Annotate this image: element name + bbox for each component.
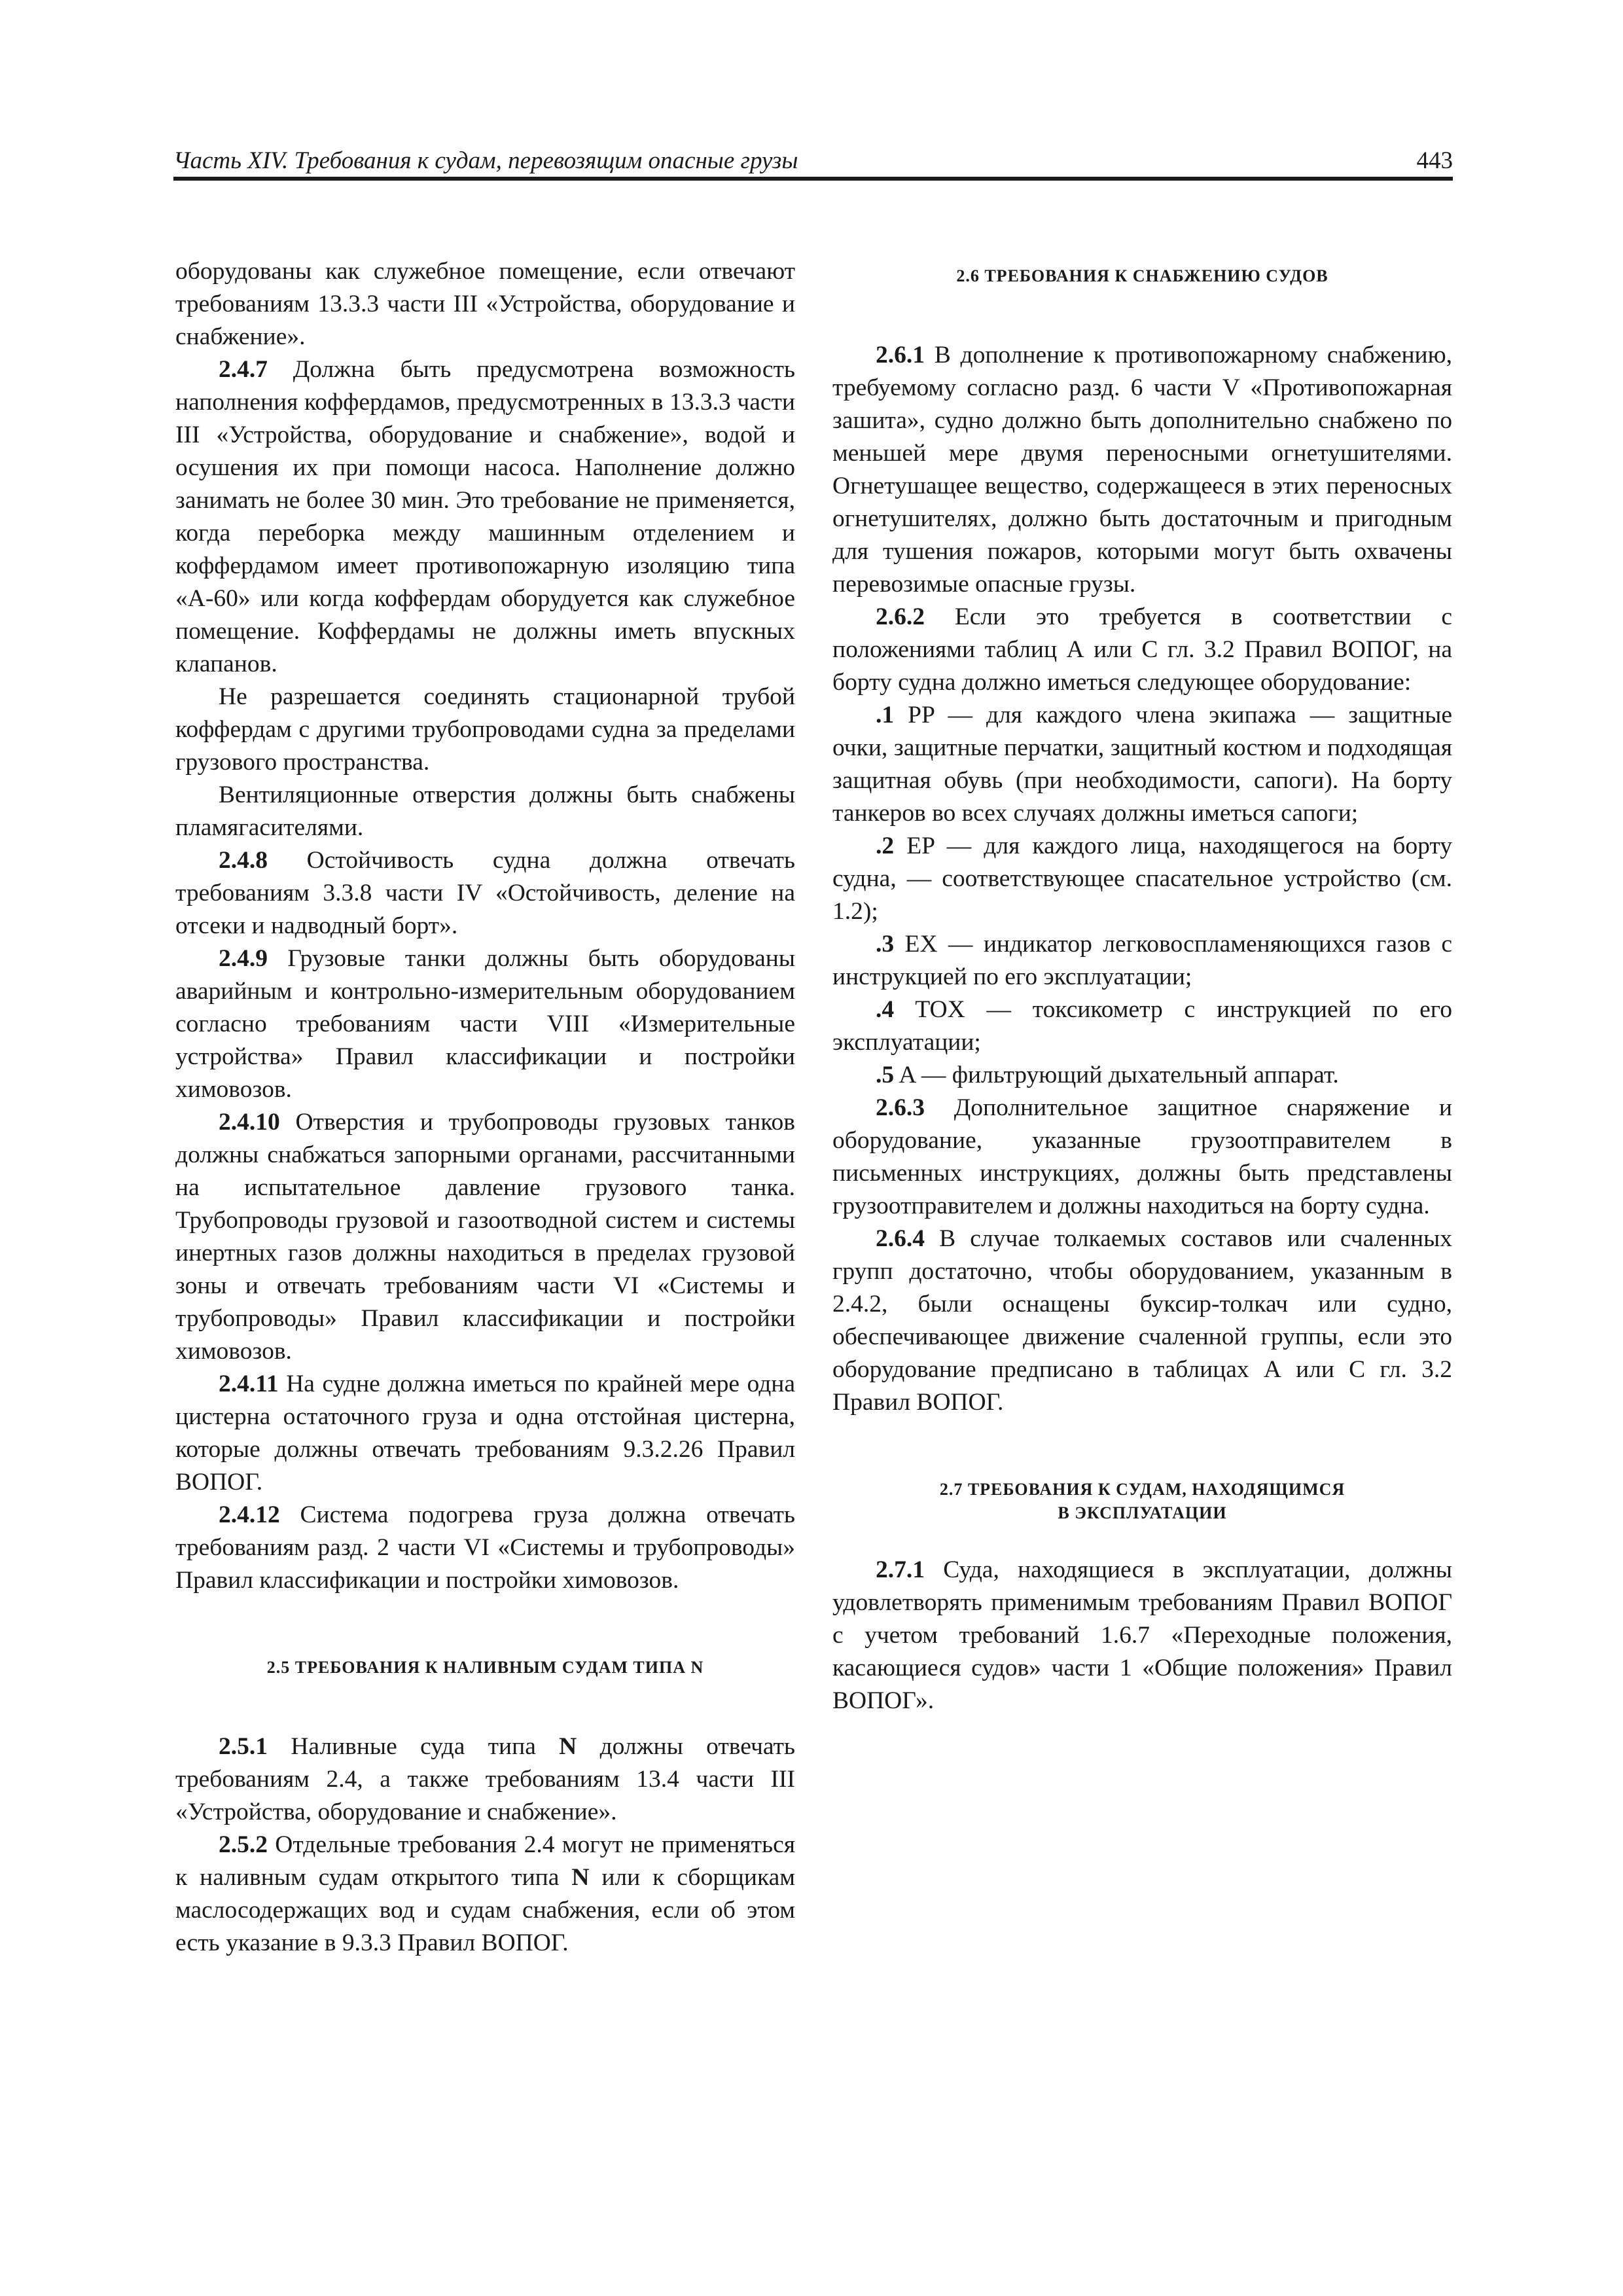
clause-number: 2.5.2 — [219, 1831, 268, 1858]
paragraph-2-4-7 — [175, 353, 795, 681]
paragraph-2-6-2 — [832, 601, 1452, 699]
header-rule — [173, 177, 1453, 181]
running-header-title: Часть XIV. Требования к судам, перевозящим опасные грузы — [173, 147, 798, 174]
paragraph-2-5-1 — [175, 1731, 795, 1829]
clause-number: 2.4.7 — [219, 356, 268, 383]
section-heading-2-7-line-2: В ЭКСПЛУАТАЦИИ — [1058, 1503, 1227, 1522]
item-number: .2 — [876, 833, 895, 859]
item-text: EX — индикатор легковоспламеняющихся газов с инструкцией по его эксплуатации; — [832, 931, 1452, 990]
left-column — [175, 255, 795, 1960]
clause-text: Отверстия и трубопроводы грузовых танков должны снабжаться запорными органами, рассчитанными на испытательное давление грузового танка. Трубопроводы грузовой и газоотводной систем и системы инертных газов должны находиться в пределах грузовой зоны и отвечать требованиям части VI «Системы и трубопроводы» Правил классификации и постройки химовозов. — [175, 1109, 795, 1365]
clause-text: Система подогрева груза должна отвечать требованиям разд. 2 части VI «Системы и трубопроводы» Правил классификации и постройки химовозов. — [175, 1501, 795, 1594]
clause-number: 2.6.4 — [876, 1225, 925, 1252]
type-letter: N — [559, 1733, 577, 1760]
clause-text: должны отвечать требованиям 2.4, а также требованиям 13.4 части III «Устройства, оборудование и снабжение». — [175, 1733, 795, 1825]
section-heading-2-5: 2.5 ТРЕБОВАНИЯ К НАЛИВНЫМ СУДАМ ТИПА N — [266, 1658, 704, 1677]
item-text: EP — для каждого лица, находящегося на борту судна, — соответствующее спасательное устройство (см. 1.2); — [832, 833, 1452, 925]
paragraph-2-4-8 — [175, 844, 795, 942]
clause-text: Должна быть предусмотрена возможность наполнения коффердамов, предусмотренных в 13.3.3 части III «Устройства, оборудование и снабжение», водой и осушения их при помощи насоса. Наполнение должно занимать не более 30 мин. Это требование не применяется, когда переборка между машинным отделением и коффердамом имеет противопожарную изоляцию типа «А-60» или когда коффердам оборудуется как служебное помещение. Коффердамы не должны иметь впускных клапанов. — [175, 356, 795, 677]
section-heading-2-6: 2.6 ТРЕБОВАНИЯ К СНАБЖЕНИЮ СУДОВ — [956, 266, 1329, 285]
clause-text: Грузовые танки должны быть оборудованы аварийным и контрольно-измерительным оборудованием согласно требованиям части VIII «Измерительные устройства» Правил классификации и постройки химовозов. — [175, 945, 795, 1103]
item-number: .1 — [876, 702, 895, 728]
type-letter: N — [571, 1864, 590, 1891]
clause-number: 2.4.11 — [219, 1371, 279, 1397]
clause-number: 2.4.10 — [219, 1109, 280, 1136]
item-text: A — фильтрующий дыхательный аппарат. — [894, 1062, 1339, 1088]
paragraph-continuation: оборудованы как служебное помещение, если отвечают требованиям 13.3.3 части III «Устройства, оборудование и снабжение». — [175, 258, 795, 350]
item-number: .5 — [876, 1062, 895, 1088]
clause-text: Остойчивость судна должна отвечать требованиям 3.3.8 части IV «Остойчивость, деление на отсеки и надводный борт». — [175, 847, 795, 939]
clause-number: 2.4.8 — [219, 847, 268, 874]
right-column — [832, 255, 1452, 1717]
paragraph-2-5-2 — [175, 1829, 795, 1960]
list-item-1 — [832, 699, 1452, 830]
clause-text: Дополнительное защитное снаряжение и оборудование, указанные грузоотправителем в письменных инструкциях, должны быть представлены грузоотправителем и должны находиться на борту судна. — [832, 1094, 1452, 1219]
paragraph-2-4-12 — [175, 1499, 795, 1597]
running-header — [173, 140, 1453, 179]
list-item-2 — [832, 830, 1452, 928]
paragraph-2-7-1 — [832, 1554, 1452, 1717]
paragraph-2-6-3 — [832, 1092, 1452, 1223]
clause-text: Наливные суда типа — [268, 1733, 560, 1760]
clause-text: В дополнение к противопожарному снабжению, требуемому согласно разд. 6 части V «Противопожарная зашита», судно должно быть дополнительно снабжено по меньшей мере двумя переносными огнетушителями. Огнетушащее вещество, содержащееся в этих переносных огнетушителях, должно быть достаточным и пригодным для тушения пожаров, которыми могут быть охвачены перевозимые опасные грузы. — [832, 342, 1452, 598]
spacer — [175, 1679, 795, 1731]
item-number: .3 — [876, 931, 895, 958]
spacer — [175, 1597, 795, 1656]
paragraph-2-6-1 — [832, 339, 1452, 601]
clause-text: или к сборщикам маслосодержащих вод и судам снабжения, если об этом есть указание в 9.3.3 Правил ВОПОГ. — [175, 1864, 795, 1956]
clause-number: 2.4.9 — [219, 945, 268, 972]
paragraph-2-4-10 — [175, 1106, 795, 1368]
spacer — [832, 1419, 1452, 1478]
paragraph-2-6-4 — [832, 1223, 1452, 1419]
spacer — [832, 255, 1452, 264]
clause-text: Суда, находящиеся в эксплуатации, должны удовлетворять применимым требованиям Правил ВОПОГ с учетом требований 1.6.7 «Переходные положения, касающиеся судов» части 1 «Общие положения» Правил ВОПОГ». — [832, 1556, 1452, 1714]
clause-text: В случае толкаемых составов или счаленных групп достаточно, чтобы оборудованием, указанным в 2.4.2, были оснащены буксир-толкач или судно, обеспечивающее движение счаленной группы, если это оборудование предписано в таблицах А или С гл. 3.2 Правил ВОПОГ. — [832, 1225, 1452, 1416]
list-item-3 — [832, 928, 1452, 994]
spacer — [832, 288, 1452, 339]
clause-number: 2.7.1 — [876, 1556, 925, 1583]
item-text: TOX — токсикометр с инструкцией по его эксплуатации; — [832, 996, 1452, 1056]
list-item-4 — [832, 994, 1452, 1059]
clause-text: Если это требуется в соответствии с положениями таблиц А или С гл. 3.2 Правил ВОПОГ, на борту судна должно иметься следующее оборудование: — [832, 603, 1452, 696]
clause-number: 2.4.12 — [219, 1501, 280, 1528]
clause-text: Отдельные требования 2.4 могут не применяться к наливным судам открытого типа — [175, 1831, 795, 1891]
list-item-5 — [832, 1059, 1452, 1092]
clause-number: 2.6.3 — [876, 1094, 925, 1121]
page-number: 443 — [1416, 147, 1453, 174]
item-text: PP — для каждого члена экипажа — защитные очки, защитные перчатки, защитный костюм и подходящая защитная обувь (при необходимости, сапоги). На борту танкеров во всех случаях должны иметься сапоги; — [832, 702, 1452, 827]
paragraph-cofferdam-pipe: Не разрешается соединять стационарной трубой коффердам с другими трубопроводами судна за пределами грузового пространства. — [175, 683, 795, 776]
paragraph-2-4-9 — [175, 942, 795, 1106]
clause-number: 2.6.1 — [876, 342, 925, 368]
clause-number: 2.6.2 — [876, 603, 925, 630]
paragraph-vents: Вентиляционные отверстия должны быть снабжены пламягасителями. — [175, 781, 795, 841]
clause-number: 2.5.1 — [219, 1733, 268, 1760]
paragraph-2-4-11 — [175, 1368, 795, 1499]
spacer — [832, 1525, 1452, 1554]
section-heading-2-7-line-1: 2.7 ТРЕБОВАНИЯ К СУДАМ, НАХОДЯЩИМСЯ — [939, 1480, 1346, 1499]
clause-text: На судне должна иметься по крайней мере одна цистерна остаточного груза и одна отстойная цистерна, которые должны отвечать требованиям 9.3.2.26 Правил ВОПОГ. — [175, 1371, 795, 1496]
item-number: .4 — [876, 996, 895, 1023]
